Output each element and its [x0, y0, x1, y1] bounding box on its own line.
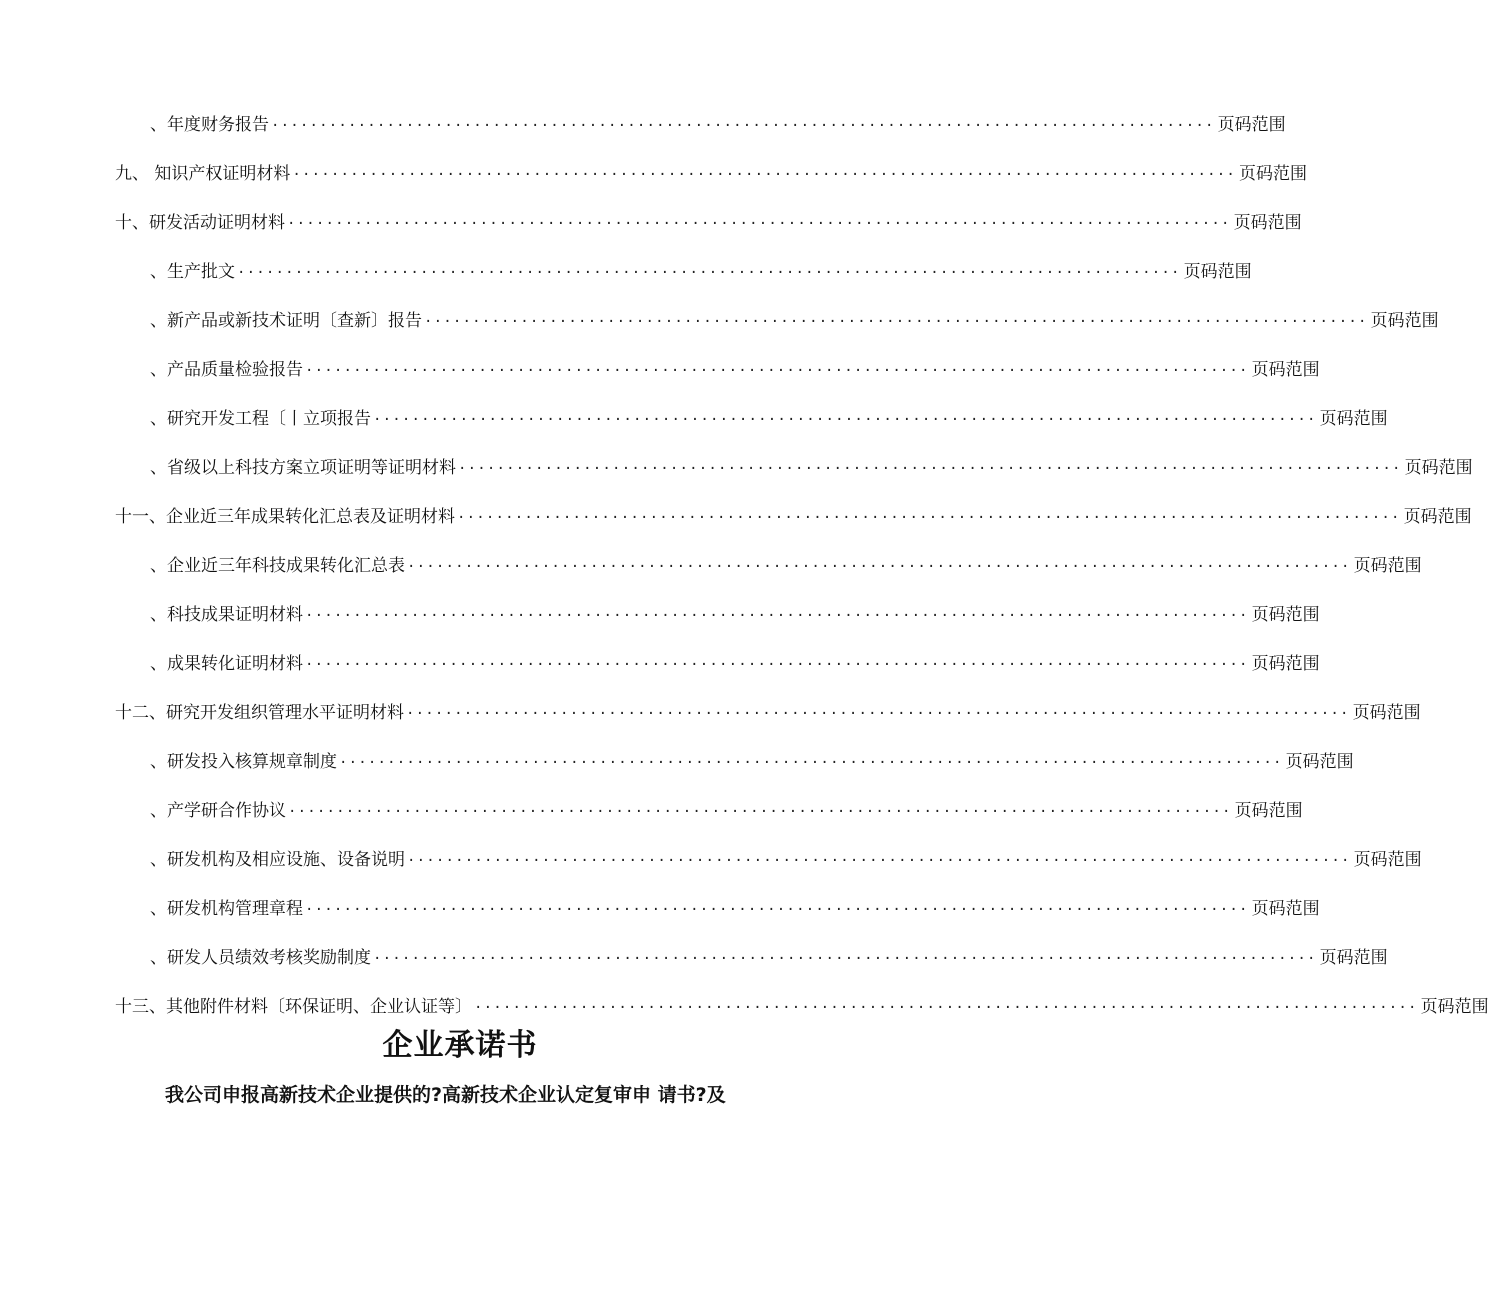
toc-entry-page: 页码范围 — [1217, 114, 1286, 135]
toc-entry-label: 、研发机构管理章程 — [150, 898, 303, 919]
toc-entry — [150, 254, 1252, 284]
toc-leader-dots: .................................................................................................. — [457, 506, 1401, 522]
toc-entry-page: 页码范围 — [1251, 898, 1320, 919]
toc-entry-label: 、产学研合作协议 — [150, 800, 286, 821]
toc-entry-page: 页码范围 — [1420, 996, 1489, 1017]
toc-entry-page: 页码范围 — [1234, 800, 1303, 821]
toc-entry-page: 页码范围 — [1251, 604, 1320, 625]
toc-entry-label: 、省级以上科技方案立项证明等证明材料 — [150, 457, 456, 478]
toc-leader-dots: .................................................................................................. — [305, 898, 1249, 914]
toc-entry-label: 、生产批文 — [150, 261, 235, 282]
toc-entry-page: 页码范围 — [1251, 359, 1320, 380]
toc-entry — [150, 401, 1388, 431]
toc-entry — [150, 107, 1286, 137]
toc-entry-page: 页码范围 — [1233, 212, 1302, 233]
toc-leader-dots: .................................................................................................. — [305, 359, 1249, 375]
toc-entry-label: 、年度财务报告 — [150, 114, 269, 135]
toc-entry-label: 、研发机构及相应设施、设备说明 — [150, 849, 405, 870]
toc-entry — [150, 744, 1354, 774]
toc-entry-label: 、研发人员绩效考核奖励制度 — [150, 947, 371, 968]
toc-entry — [115, 205, 1302, 235]
toc-entry-label: 、研发投入核算规章制度 — [150, 751, 337, 772]
toc-entry — [115, 499, 1472, 529]
toc-entry — [150, 891, 1320, 921]
toc-entry-label: 十、研发活动证明材料 — [115, 212, 285, 233]
toc-entry — [150, 352, 1320, 382]
toc-entry-page: 页码范围 — [1319, 947, 1388, 968]
toc-entry-page: 页码范围 — [1239, 163, 1308, 184]
toc-entry-page: 页码范围 — [1353, 849, 1422, 870]
toc-entry — [150, 597, 1320, 627]
toc-entry — [150, 303, 1439, 333]
toc-entry-page: 页码范围 — [1403, 506, 1472, 527]
toc-leader-dots: .................................................................................................. — [288, 800, 1232, 816]
toc-entry-label: 、企业近三年科技成果转化汇总表 — [150, 555, 405, 576]
toc-entry-label: 、新产品或新技术证明〔查新〕报告 — [150, 310, 422, 331]
toc-leader-dots: .................................................................................................. — [373, 947, 1317, 963]
commitment-letter-title: 企业承诺书 — [382, 1028, 538, 1063]
toc-entry-page: 页码范围 — [1183, 261, 1252, 282]
toc-entry-page: 页码范围 — [1404, 457, 1473, 478]
toc-entry-page: 页码范围 — [1370, 310, 1439, 331]
toc-entry-label: 、成果转化证明材料 — [150, 653, 303, 674]
toc-leader-dots: .................................................................................................. — [339, 751, 1283, 767]
toc-entry-page: 页码范围 — [1353, 555, 1422, 576]
toc-entry — [150, 793, 1303, 823]
toc-entry-label: 、产品质量检验报告 — [150, 359, 303, 380]
toc-entry-page: 页码范围 — [1319, 408, 1388, 429]
toc-leader-dots: .................................................................................................. — [305, 604, 1249, 620]
toc-entry-label: 十三、其他附件材料〔环保证明、企业认证等〕 — [115, 996, 472, 1017]
toc-leader-dots: .................................................................................................. — [407, 555, 1351, 571]
toc-leader-dots: .................................................................................................. — [407, 849, 1351, 865]
toc-leader-dots: .................................................................................................. — [406, 702, 1350, 718]
toc-entry-page: 页码范围 — [1251, 653, 1320, 674]
toc-entry — [150, 646, 1320, 676]
toc-entry — [150, 842, 1422, 872]
toc-entry-page: 页码范围 — [1352, 702, 1421, 723]
toc-leader-dots: .................................................................................................. — [271, 114, 1215, 130]
toc-entry — [150, 548, 1422, 578]
toc-entry-label: 九、 知识产权证明材料 — [115, 163, 291, 184]
toc-entry — [115, 989, 1489, 1019]
toc-entry-label: 十二、研究开发组织管理水平证明材料 — [115, 702, 404, 723]
toc-entry — [150, 940, 1388, 970]
toc-leader-dots: .................................................................................................. — [424, 310, 1368, 326]
toc-entry-label: 、科技成果证明材料 — [150, 604, 303, 625]
toc-entry — [150, 450, 1473, 480]
toc-entry — [115, 695, 1421, 725]
toc-leader-dots: .................................................................................................. — [458, 457, 1402, 473]
toc-entry-label: 十一、企业近三年成果转化汇总表及证明材料 — [115, 506, 455, 527]
commitment-letter-body: 我公司申报高新技术企业提供的?高新技术企业认定复审申 请书?及 — [165, 1084, 726, 1106]
toc-leader-dots: .................................................................................................. — [237, 261, 1181, 277]
toc-leader-dots: .................................................................................................. — [474, 996, 1418, 1012]
toc-leader-dots: .................................................................................................. — [373, 408, 1317, 424]
toc-entry-label: 、研究开发工程〔丨立项报告 — [150, 408, 371, 429]
toc-entry — [115, 156, 1308, 186]
toc-leader-dots: .................................................................................................. — [292, 163, 1237, 179]
toc-leader-dots: .................................................................................................. — [287, 212, 1231, 228]
toc-entry-page: 页码范围 — [1285, 751, 1354, 772]
toc-leader-dots: .................................................................................................. — [305, 653, 1249, 669]
